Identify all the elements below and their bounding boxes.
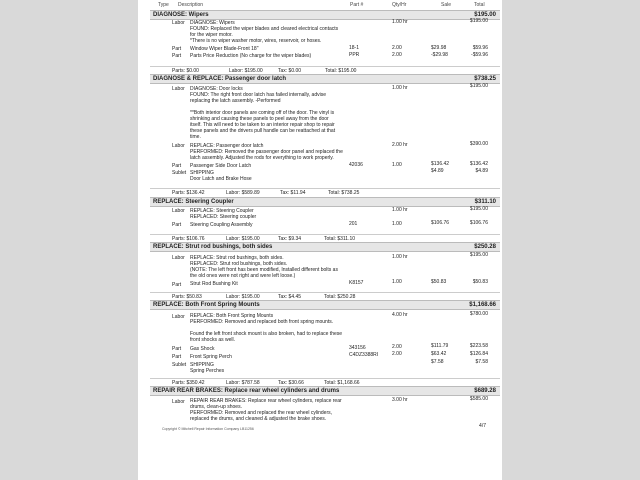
- labor-desc-1: DIAGNOSE: Door locks: [190, 86, 243, 92]
- job-summary: [150, 292, 500, 300]
- part-total: $136.42: [469, 161, 488, 167]
- job-total: $195.00: [474, 12, 496, 18]
- labor-desc-4: replaced the drums, and cleaned & adjusted the brake shoes.: [190, 416, 327, 422]
- part-desc: Passenger Side Door Latch: [190, 163, 252, 169]
- labor-desc-3: replacing the latch assembly. -Performed: [190, 98, 281, 104]
- labor-note-2: shrinking and causing these panels to peel away from the door: [190, 116, 329, 122]
- line-type: Labor: [172, 314, 185, 320]
- summary-tax: Tax: $9.34: [278, 236, 302, 242]
- part-total: $223.58: [469, 343, 488, 349]
- job-total: $1,168.66: [469, 302, 496, 308]
- summary-parts: Parts: $136.42: [172, 190, 205, 196]
- col-part: Part #: [350, 2, 364, 8]
- labor-qty: 2.00 hr: [392, 142, 408, 148]
- page-number: 4/7: [479, 423, 486, 429]
- part-sale: -$29.98: [431, 52, 448, 58]
- part-sale: $106.76: [431, 220, 450, 226]
- part-total: $59.96: [472, 45, 488, 51]
- labor-desc-1: REPAIR REAR BRAKES: Replace rear wheel cylinders, replace rear: [190, 398, 342, 404]
- part-number: 343156: [349, 345, 366, 351]
- part-qty: 2.00: [392, 52, 402, 58]
- part-total: $106.76: [469, 220, 488, 226]
- job-summary: [150, 378, 500, 386]
- labor-desc-1: REPLACE: Passenger door latch: [190, 143, 264, 149]
- line-type: Labor: [172, 86, 185, 92]
- part-desc: Strut Rod Bushing Kit: [190, 281, 238, 287]
- part-number: K8157: [349, 280, 364, 286]
- line-type: Part: [172, 163, 182, 169]
- col-description: Description: [178, 2, 204, 8]
- part-desc: Front Spring Perch: [190, 354, 232, 360]
- job-header-steering-coupler: [150, 197, 500, 207]
- labor-qty: 3.00 hr: [392, 397, 408, 403]
- labor-qty: 4.00 hr: [392, 312, 408, 318]
- col-qty: Qty/Hr: [392, 2, 407, 8]
- part-sale: $63.42: [431, 351, 447, 357]
- summary-parts: Parts: $350.42: [172, 380, 205, 386]
- job-title: REPLACE: Both Front Spring Mounts: [153, 302, 260, 308]
- part-number: C4DZ3388RI: [349, 352, 379, 358]
- summary-total: Total: $250.28: [324, 294, 356, 300]
- labor-desc-4: *There is no wiper washer motor, wires, reservoir, or hoses.: [190, 38, 322, 44]
- summary-tax: Tax: $4.45: [278, 294, 302, 300]
- job-total: $689.28: [474, 388, 496, 394]
- job-header-strut-rod: [150, 242, 500, 252]
- sublet-total: $7.58: [475, 359, 488, 365]
- labor-desc-2: PERFORMED: Removed and replaced both front spring mounts.: [190, 319, 334, 325]
- labor-qty: 1.00 hr: [392, 254, 408, 260]
- job-total: $250.28: [474, 244, 496, 250]
- sublet-sale: $7.58: [431, 359, 444, 365]
- labor-desc-2: REPLACED: Strut rod bushings, both sides.: [190, 261, 288, 267]
- labor-note-3: itself. This will need to be taken to an interior repair shop to repair: [190, 122, 335, 128]
- job-summary: [150, 66, 500, 74]
- labor-total: $195.00: [469, 252, 488, 258]
- part-number: 42036: [349, 162, 363, 168]
- labor-desc-2: FOUND: Replaced the wiper blades and cleared electrical contacts: [190, 26, 339, 32]
- job-title: REPLACE: Strut rod bushings, both sides: [153, 244, 273, 250]
- summary-tax: Tax: $0.00: [278, 68, 302, 74]
- labor-total: $585.00: [469, 396, 488, 402]
- job-title: DIAGNOSE: Wipers: [153, 12, 209, 18]
- summary-labor: Labor: $195.00: [226, 236, 260, 242]
- labor-total: $195.00: [469, 83, 488, 89]
- part-number: 201: [349, 221, 358, 227]
- part-desc: Window Wiper Blade-Front 18": [190, 46, 259, 52]
- job-header-door-latch: [150, 74, 500, 84]
- summary-parts: Parts: $50.83: [172, 294, 202, 300]
- job-total: $738.25: [474, 76, 496, 82]
- labor-desc-2: drums, clean-up shoes.: [190, 404, 242, 410]
- line-type: Part: [172, 346, 182, 352]
- sublet-desc-1: SHIPPING: [190, 362, 214, 368]
- sublet-sale: $4.89: [431, 168, 444, 174]
- summary-tax: Tax: $30.66: [278, 380, 304, 386]
- labor-desc-3: Found the left front shock mount is also broken, had to replace these: [190, 331, 343, 337]
- summary-total: Total: $311.10: [324, 236, 356, 242]
- job-summary: [150, 188, 500, 196]
- job-header-wipers: [150, 10, 500, 20]
- labor-desc-2: PERFORMED: Removed the passenger door panel and replaced the: [190, 149, 343, 155]
- labor-qty: 1.00 hr: [392, 207, 408, 213]
- line-type: Labor: [172, 20, 185, 26]
- summary-parts: Parts: $106.76: [172, 236, 205, 242]
- summary-parts: Parts: $0.00: [172, 68, 199, 74]
- labor-desc-3: for the wiper motor.: [190, 32, 233, 38]
- line-type: Part: [172, 46, 182, 52]
- job-header-rear-brakes: [150, 386, 500, 396]
- part-number: 18-1: [349, 45, 360, 51]
- part-qty: 1.00: [392, 279, 402, 285]
- summary-labor: Labor: $195.00: [226, 294, 260, 300]
- copyright-footer: Copyright © Mitchell Repair Information Company LB11256: [162, 427, 254, 431]
- labor-desc-3: (NOTE: The left front has been modified, Installed different bolts as: [190, 267, 338, 273]
- labor-desc-2: FOUND: The right front door latch has failed internally, advise: [190, 92, 326, 98]
- labor-total: $195.00: [469, 206, 488, 212]
- part-total: $126.84: [469, 351, 488, 357]
- summary-total: Total: $1,168.66: [324, 380, 360, 386]
- labor-desc-3: latch assembly. Adjusted the rods for everything to work properly.: [190, 155, 334, 161]
- labor-desc-4: front shocks as well.: [190, 337, 236, 343]
- sublet-desc-1: SHIPPING: [190, 170, 214, 176]
- labor-desc-1: DIAGNOSE: Wipers: [190, 20, 235, 26]
- labor-note-1: **Both interior door panels are coming off of the door. The vinyl is: [190, 110, 335, 116]
- labor-qty: 1.00 hr: [392, 85, 408, 91]
- col-total: Total: [474, 2, 485, 8]
- part-qty: 2.00: [392, 351, 402, 357]
- summary-total: Total: $738.25: [328, 190, 360, 196]
- labor-total: $390.00: [469, 141, 488, 147]
- part-qty: 1.00: [392, 221, 402, 227]
- line-type: Part: [172, 222, 182, 228]
- line-type: Part: [172, 53, 182, 59]
- sublet-desc-2: Spring Perches: [190, 368, 225, 374]
- labor-desc-3: PERFORMED: Removed and replaced the rear wheel cylinders,: [190, 410, 333, 416]
- part-sale: $136.42: [431, 161, 450, 167]
- line-type: Part: [172, 354, 182, 360]
- job-title: REPAIR REAR BRAKES: Replace rear wheel cylinders and drums: [153, 388, 340, 394]
- labor-desc-4: the old ones were not right and were left loose.): [190, 273, 296, 279]
- job-title: DIAGNOSE & REPLACE: Passenger door latch: [153, 76, 287, 82]
- labor-total: $780.00: [469, 311, 488, 317]
- col-sale: Sale: [441, 2, 452, 8]
- summary-labor: Labor: $787.58: [226, 380, 260, 386]
- labor-qty: 1.00 hr: [392, 19, 408, 25]
- line-type: Labor: [172, 399, 185, 405]
- job-title: REPLACE: Steering Coupler: [153, 199, 234, 205]
- part-sale: $111.79: [431, 343, 449, 349]
- sublet-total: $4.89: [475, 168, 488, 174]
- summary-labor: Labor: $195.00: [229, 68, 263, 74]
- part-qty: 2.00: [392, 344, 402, 350]
- col-type: Type: [158, 2, 169, 8]
- part-total: -$59.96: [471, 52, 488, 58]
- summary-tax: Tax: $11.94: [280, 190, 306, 196]
- labor-note-4: these panels and the drivers pull handle can be reattached at that: [190, 128, 336, 134]
- job-summary: [150, 234, 500, 242]
- summary-labor: Labor: $589.89: [226, 190, 260, 196]
- line-type: Part: [172, 282, 182, 288]
- summary-total: Total: $195.00: [325, 68, 357, 74]
- line-type: Sublet: [172, 362, 187, 368]
- part-total: $50.83: [472, 279, 488, 285]
- labor-desc-2: REPLACED: Steering coupler: [190, 214, 257, 220]
- part-sale: $50.83: [431, 279, 447, 285]
- labor-desc-1: REPLACE: Steering Coupler: [190, 208, 254, 214]
- invoice-page: [138, 0, 502, 480]
- part-desc: Gas Shock: [190, 346, 215, 352]
- part-number: PPR: [349, 52, 360, 58]
- line-type: Labor: [172, 143, 185, 149]
- labor-desc-1: REPLACE: Both Front Spring Mounts: [190, 313, 274, 319]
- part-desc: Parts Price Reduction (No charge for the wiper blades): [190, 53, 312, 59]
- line-type: Labor: [172, 255, 185, 261]
- job-total: $311.10: [474, 199, 496, 205]
- job-header-spring-mounts: [150, 300, 500, 310]
- labor-note-5: time.: [190, 134, 201, 140]
- part-qty: 2.00: [392, 45, 402, 51]
- line-type: Sublet: [172, 170, 187, 176]
- sublet-desc-2: Door Latch and Brake Hose: [190, 176, 252, 182]
- part-sale: $29.98: [431, 45, 447, 51]
- column-header: [138, 2, 502, 10]
- labor-total: $195.00: [469, 18, 488, 24]
- part-qty: 1.00: [392, 162, 402, 168]
- part-desc: Steering Coupling Assembly: [190, 222, 253, 228]
- labor-desc-1: REPLACE: Strut rod bushings, both sides.: [190, 255, 284, 261]
- line-type: Labor: [172, 208, 185, 214]
